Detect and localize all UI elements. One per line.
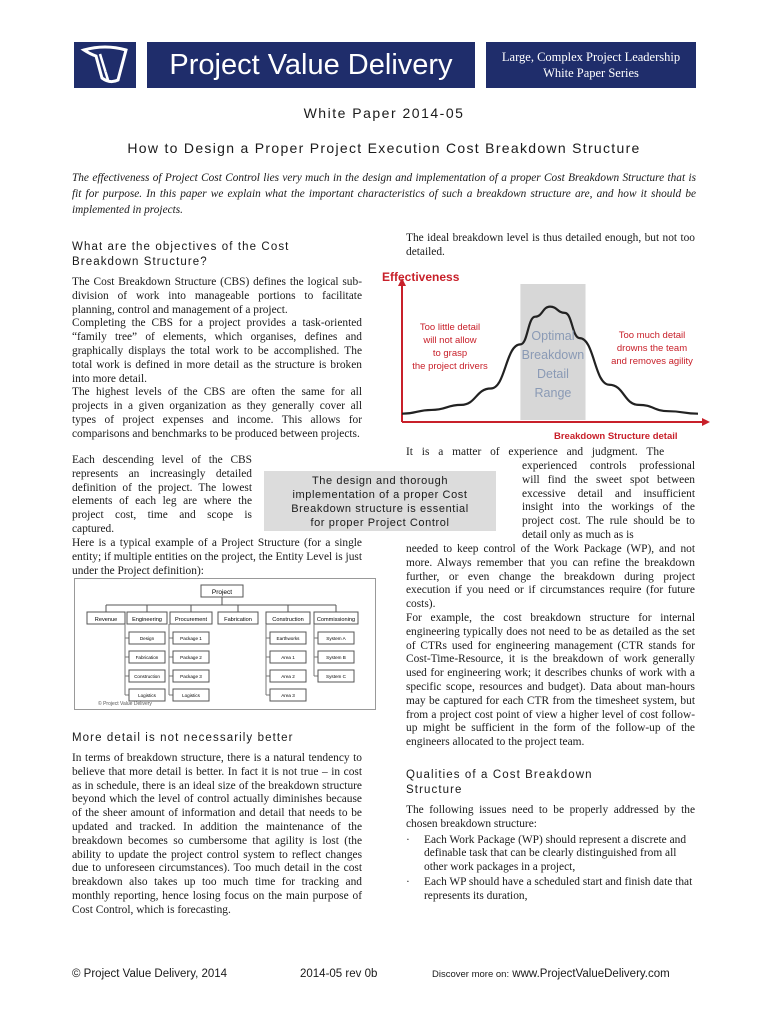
paragraph: Each descending level of the CBS represents an increasingly detailed definition of the project. The lowest elements of each leg are where the project cost, time and scope is captured. [72, 454, 252, 535]
tree-level2-label: Package 1 [180, 636, 202, 641]
paragraph: In terms of breakdown structure, there is a natural tendency to believe that more detail is better. In fact it is not true – in cost as in schedule, there is an ideal size of the breakdown structure beyond which the level of control actually diminishes because of the sheer amount of information and detail that needs to be updated and tracked. In addition the maintenance of the breakdown becomes so cumbersome that agility is lost (the ability to update the project control system to reflect changes due to unforeseen circumstances). Too much detail in the cost breakdown also takes up too much time for tracking and monthly reporting, hence losing focus on the main purpose of Cost Control, which is forecasting. [72, 752, 362, 916]
intro-paragraph: The effectiveness of Project Cost Control lies very much in the design and implementation of a proper Cost Breakdown Structure that is fit for purpose. In this paper we explain what the important characteristics of such a breakdown structure are, and how it should be implemented in projects. [72, 172, 696, 216]
paragraph: For example, the cost breakdown structure for internal engineering typically does not need to be as detailed as the set of CTRs used for engineering management (CTR stands for Cost-Time-Resource, it is the breakdown of work generally used for engineering work; it describes chunks of work with a specific scope, resources and budget). Data about man-hours may be captured for each CTR from the timesheet system, but from a project cost point of view a higher level of cost follow-up might be sufficient in the form of the follow-up of the engineers allocated to the project team. [406, 611, 695, 749]
footer-discover-label: Discover more on: [432, 969, 510, 980]
paragraph: It is a matter of experience and judgment. The [406, 446, 665, 458]
logo-mark [74, 42, 136, 88]
pull-quote-line: for proper Project Control [310, 517, 450, 529]
paragraph: The following issues need to be properly addressed by the chosen breakdown structure: [406, 804, 695, 830]
tree-level2-label: System A [326, 636, 346, 641]
band-label-line: Detail [536, 367, 569, 381]
tree-level2-label: Package 3 [180, 674, 202, 679]
paragraph: Here is a typical example of a Project Structure (for a single entity; if multiple entities on the project, the Entity Level is just under the Project definition): [72, 537, 362, 577]
left-note-line: Too little detail [419, 322, 481, 333]
left-note-line: will not allow [423, 335, 477, 346]
series-label [486, 42, 696, 88]
x-axis-label: Breakdown Structure detail [554, 431, 678, 442]
tree-level2-label: Construction [134, 674, 160, 679]
tree-level1-label: Revenue [94, 617, 118, 623]
project-structure-diagram [74, 578, 376, 710]
effectiveness-chart [380, 264, 710, 442]
tree-level1-label: Construction [272, 617, 304, 623]
tree-copyright: © Project Value Delivery [98, 701, 152, 707]
list-item: · Each WP should have a scheduled start and finish date that represents its duration, [406, 875, 693, 902]
chart-title: Effectiveness [382, 270, 460, 284]
right-note-line: Too much detail [618, 330, 686, 341]
tree-root-label: Project [211, 589, 233, 596]
series-line-2: White Paper Series [543, 66, 639, 80]
paragraph: needed to keep control of the Work Package (WP), and not more. Always remember that you can refine the breakdown further, or even change the breakdown during project execution if you need or if circumstances require (for future costs). [406, 543, 695, 611]
footer-discover [432, 968, 670, 980]
tree-level2-label: Logistics [138, 693, 156, 698]
brand-title: Project Value Delivery [147, 42, 475, 88]
heading-objectives: What are the objectives of the Cost Breakdown Structure? [72, 241, 290, 268]
pull-quote [264, 471, 496, 531]
list-item: · Each Work Package (WP) should represent a discrete and definable task that can be clearly distinguished from all other work packages in a project, [406, 833, 687, 874]
heading-qualities: Qualities of a Cost Breakdown Structure [406, 769, 593, 796]
tree-level1-label: Commissioning [316, 617, 356, 623]
tree-level1-label: Fabrication [224, 617, 252, 623]
logo-text: PVD [105, 72, 108, 73]
tree-level1-label: Procurement [174, 617, 208, 623]
tree-level2-label: Area 2 [281, 674, 295, 679]
tree-level2-label: System B [326, 655, 346, 660]
page-title: How to Design a Proper Project Execution Cost Breakdown Structure [127, 140, 641, 156]
paragraph: experienced controls professional will find the sweet spot between excessive detail and insufficient insight into the workings of the project cost. The rule should be to detail only as much as is [522, 460, 695, 541]
band-label-line: Range [534, 386, 572, 400]
tree-level2-label: Design [139, 636, 155, 641]
paragraph: The ideal breakdown level is thus detailed enough, but not too detailed. [406, 232, 695, 258]
tree-level2-label: System C [326, 674, 346, 679]
footer-copyright: © Project Value Delivery, 2014 [72, 968, 228, 980]
heading-more-detail: More detail is not necessarily better [72, 732, 294, 744]
tree-level1-label: Engineering [132, 617, 162, 623]
band-label-line: Breakdown [521, 348, 585, 362]
band-label-line: Optimal [531, 329, 575, 343]
left-note-line: the project drivers [412, 361, 488, 372]
logo [74, 42, 136, 88]
paragraph: The highest levels of the CBS are often the same for all projects in a given organization as they generally cover all types of project expenses and income. This allows for comparisons and benchmarks to be produced between projects. [72, 386, 362, 440]
right-note-line: drowns the team [616, 343, 688, 354]
pull-quote-line: The design and thorough [311, 475, 449, 487]
series-line-1: Large, Complex Project Leadership [501, 50, 681, 64]
left-note-line: to grasp [432, 348, 468, 359]
qualities-list [406, 834, 695, 904]
tree-level2-label: Package 2 [180, 655, 202, 660]
x-axis-arrow [702, 418, 710, 426]
bullet-icon: · [406, 833, 410, 846]
tree-level2-label: Earthworks [276, 636, 300, 641]
tree-level2-label: Area 1 [281, 655, 295, 660]
tree-level2-label: Area 3 [281, 693, 295, 698]
tree-level2-label: Logistics [182, 693, 200, 698]
paper-number: White Paper 2014-05 [303, 105, 465, 121]
right-note-line: and removes agility [611, 356, 693, 367]
paragraph: Completing the CBS for a project provides a task-oriented “family tree” of elements, which organises, defines and graphically displays the total work to be accomplished. The total work is defined in more detail as the structure is broken into more detail. [72, 317, 362, 385]
footer-website-link[interactable]: www.ProjectValueDelivery.com [512, 968, 670, 980]
tree-level2-label: Fabrication [135, 655, 159, 660]
pull-quote-line: Breakdown structure is essential [291, 503, 469, 515]
paragraph: The Cost Breakdown Structure (CBS) defines the logical sub-division of work into manageable portions to facilitate planning, control and management of a project. [72, 276, 362, 316]
footer-revision: 2014-05 rev 0b [300, 968, 378, 980]
bullet-icon: · [406, 875, 410, 888]
pull-quote-line: implementation of a proper Cost [292, 489, 468, 501]
